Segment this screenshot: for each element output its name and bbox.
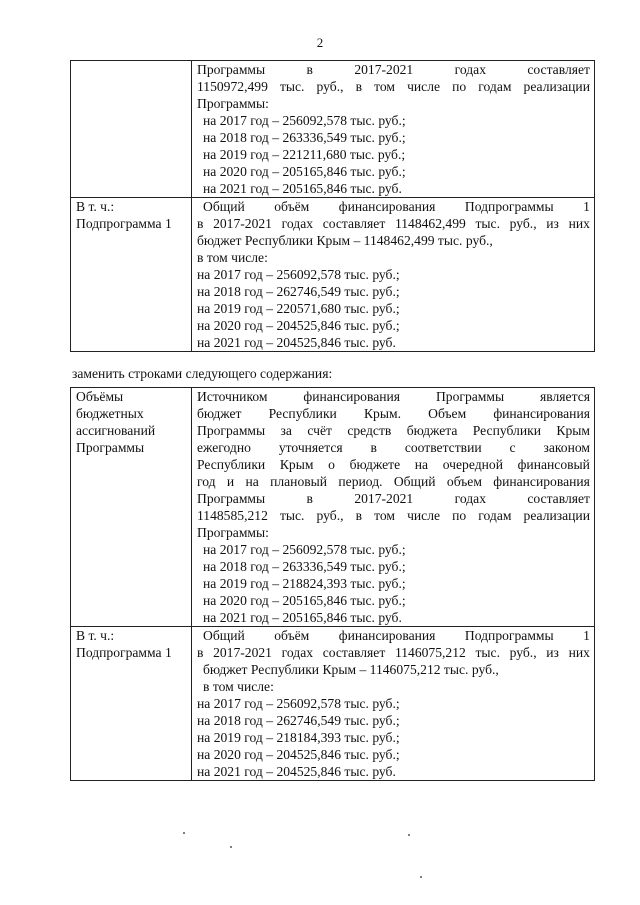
text-line: в том числе:: [203, 679, 274, 694]
text-line: в 2017-2021 годах составляет 1146075,212 тыс. руб., из них: [197, 645, 590, 660]
text-line: на 2018 год – 263336,549 тыс. руб.;: [203, 559, 406, 574]
text-line: на 2019 год – 221211,680 тыс. руб.;: [203, 147, 406, 162]
row-label-line: Объёмы: [76, 389, 124, 404]
row-label-cell: [71, 61, 192, 198]
text-line: Республики Крым о бюджете на очередной финансовый: [197, 457, 590, 472]
text-line: бюджет Республики Крым – 1146075,212 тыс. руб.,: [203, 662, 499, 677]
text-line: Источником финансирования Программы является: [197, 389, 590, 404]
row-content-cell: [192, 388, 595, 627]
text-line: на 2017 год – 256092,578 тыс. руб.;: [197, 696, 400, 711]
table-row: [71, 627, 595, 781]
row-content-cell: [192, 61, 595, 198]
text-line: на 2019 год – 218184,393 тыс. руб.;: [197, 730, 400, 745]
text-line: 1148585,212 тыс. руб., в том числе по годам реализации: [197, 508, 590, 523]
text-line: на 2020 год – 205165,846 тыс. руб.;: [203, 164, 406, 179]
row-label-line: Подпрограмма 1: [76, 216, 172, 231]
text-line: на 2018 год – 263336,549 тыс. руб.;: [203, 130, 406, 145]
text-line: на 2017 год – 256092,578 тыс. руб.;: [203, 542, 406, 557]
text-line: на 2021 год – 204525,846 тыс. руб.: [197, 335, 396, 350]
text-line: Программы за счёт средств бюджета Республики Крым: [197, 423, 590, 438]
text-line: Программы:: [197, 525, 269, 540]
text-line: на 2021 год – 205165,846 тыс. руб.: [203, 181, 402, 196]
row-label-line: В т. ч.:: [76, 199, 115, 214]
text-line: год и на плановый период. Общий объем финансирования: [197, 474, 590, 489]
scan-speck: [420, 876, 422, 878]
table-row: [71, 61, 595, 198]
text-line: в 2017-2021 годах составляет 1148462,499 тыс. руб., из них: [197, 216, 590, 231]
text-line: Общий объём финансирования Подпрограммы 1: [203, 199, 590, 214]
replacement-instruction: заменить строками следующего содержания:: [72, 366, 333, 381]
new-budget-table: [70, 387, 595, 781]
text-line: на 2020 год – 204525,846 тыс. руб.;: [197, 747, 400, 762]
row-content-cell: [192, 198, 595, 352]
table-row: [71, 388, 595, 627]
table-row: [71, 198, 595, 352]
text-line: на 2021 год – 205165,846 тыс. руб.: [203, 610, 402, 625]
original-budget-table: [70, 60, 595, 352]
text-line: Программы:: [197, 96, 269, 111]
text-line: на 2019 год – 218824,393 тыс. руб.;: [203, 576, 406, 591]
row-label-cell: [71, 388, 192, 627]
row-label-line: В т. ч.:: [76, 628, 115, 643]
row-label-line: ассигнований: [76, 423, 156, 438]
scan-speck: [408, 834, 410, 836]
scan-speck: [230, 846, 232, 848]
text-line: на 2017 год – 256092,578 тыс. руб.;: [197, 267, 400, 282]
text-line: на 2020 год – 204525,846 тыс. руб.;: [197, 318, 400, 333]
text-line: на 2020 год – 205165,846 тыс. руб.;: [203, 593, 406, 608]
text-line: на 2018 год – 262746,549 тыс. руб.;: [197, 713, 400, 728]
text-line: на 2021 год – 204525,846 тыс. руб.: [197, 764, 396, 779]
row-label-cell: [71, 198, 192, 352]
row-label-line: Подпрограмма 1: [76, 645, 172, 660]
text-line: на 2018 год – 262746,549 тыс. руб.;: [197, 284, 400, 299]
text-line: Общий объём финансирования Подпрограммы 1: [203, 628, 590, 643]
text-line: Программы в 2017-2021 годах составляет: [197, 491, 590, 506]
row-content-cell: [192, 627, 595, 781]
text-line: на 2019 год – 220571,680 тыс. руб.;: [197, 301, 400, 316]
text-line: ежегодно уточняется в соответствии с законом: [197, 440, 590, 455]
row-label-line: бюджетных: [76, 406, 144, 421]
page-number: 2: [316, 35, 324, 50]
text-line: бюджет Республики Крым – 1148462,499 тыс. руб.,: [197, 233, 493, 248]
text-line: в том числе:: [197, 250, 268, 265]
row-label-line: Программы: [76, 440, 145, 455]
text-line: на 2017 год – 256092,578 тыс. руб.;: [203, 113, 406, 128]
text-line: бюджет Республики Крым. Объем финансирования: [197, 406, 590, 421]
text-line: Программы в 2017-2021 годах составляет: [197, 62, 590, 77]
text-line: 1150972,499 тыс. руб., в том числе по годам реализации: [197, 79, 590, 94]
scan-speck: [183, 832, 185, 834]
row-label-cell: [71, 627, 192, 781]
